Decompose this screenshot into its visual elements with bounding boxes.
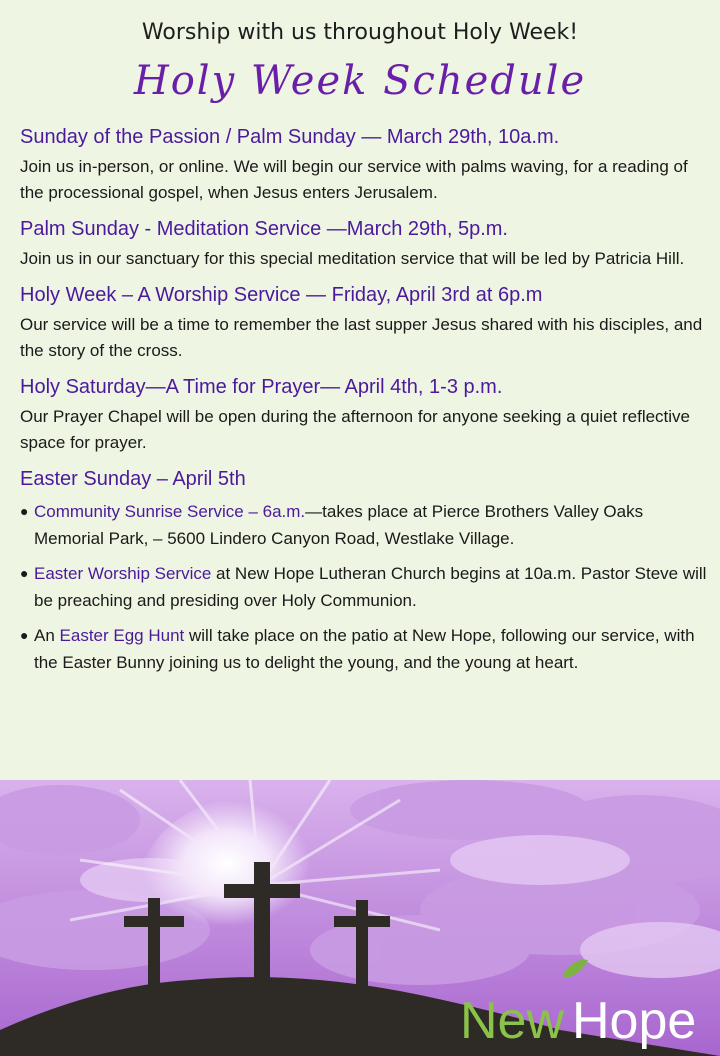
easter-scene-illustration: [0, 780, 720, 1056]
bullet-highlight: Community Sunrise Service – 6a.m.: [34, 502, 306, 521]
logo-text-new: New: [460, 992, 565, 1050]
schedule-content: [20, 124, 710, 684]
event-description: Join us in-person, or online. We will begin our service with palms waving, for a reading of the processional gospel, when Jesus enters Jerusalem.: [20, 157, 688, 202]
bullet-text: —takes place at Pierce Brothers Valley Oaks Memorial Park, – 5600 Lindero Canyon Road, Westlake Village.: [34, 502, 644, 548]
easter-heading: Easter Sunday – April 5th: [20, 468, 246, 490]
event-holy-saturday: [20, 374, 710, 456]
bullet-highlight: Easter Egg Hunt: [59, 626, 185, 645]
event-palm-sunday: [20, 124, 710, 206]
event-meditation-service: [20, 216, 710, 272]
event-heading: Palm Sunday - Meditation Service —March 29th, 5p.m.: [20, 218, 508, 240]
event-description: Our Prayer Chapel will be open during the afternoon for anyone seeking a quiet reflective space for prayer.: [20, 407, 691, 452]
bullet-lead: An: [34, 626, 60, 645]
event-heading: Holy Saturday—A Time for Prayer— April 4th, 1-3 p.m.: [20, 376, 503, 398]
logo-text-hope: Hope: [572, 992, 697, 1050]
event-heading: Sunday of the Passion / Palm Sunday — March 29th, 10a.m.: [20, 126, 560, 148]
bullet-text: at New Hope Lutheran Church begins at 10a.m. Pastor Steve will be preaching and presiding over Holy Communion.: [34, 564, 707, 610]
list-item: [20, 560, 710, 614]
event-description: Join us in our sanctuary for this special meditation service that will be led by Patricia Hill.: [20, 249, 685, 268]
bullet-highlight: Easter Worship Service: [34, 564, 212, 583]
event-heading: Holy Week – A Worship Service — Friday, April 3rd at 6p.m: [20, 284, 543, 306]
list-item: [20, 622, 710, 676]
tagline: Worship with us throughout Holy Week!: [141, 20, 579, 45]
page-title: Holy Week Schedule: [133, 58, 587, 104]
list-item: [20, 498, 710, 552]
bullet-icon: ●: [20, 503, 29, 519]
bullet-icon: ●: [20, 565, 29, 581]
bullet-icon: ●: [20, 627, 29, 643]
bullet-text: will take place on the patio at New Hope, following our service, with the Easter Bunny joining us to delight the young, and the young at heart.: [34, 626, 695, 672]
event-holy-week-service: [20, 282, 710, 364]
event-description: Our service will be a time to remember the last supper Jesus shared with his disciples, and the story of the cross.: [20, 315, 703, 360]
easter-list: [20, 498, 710, 676]
